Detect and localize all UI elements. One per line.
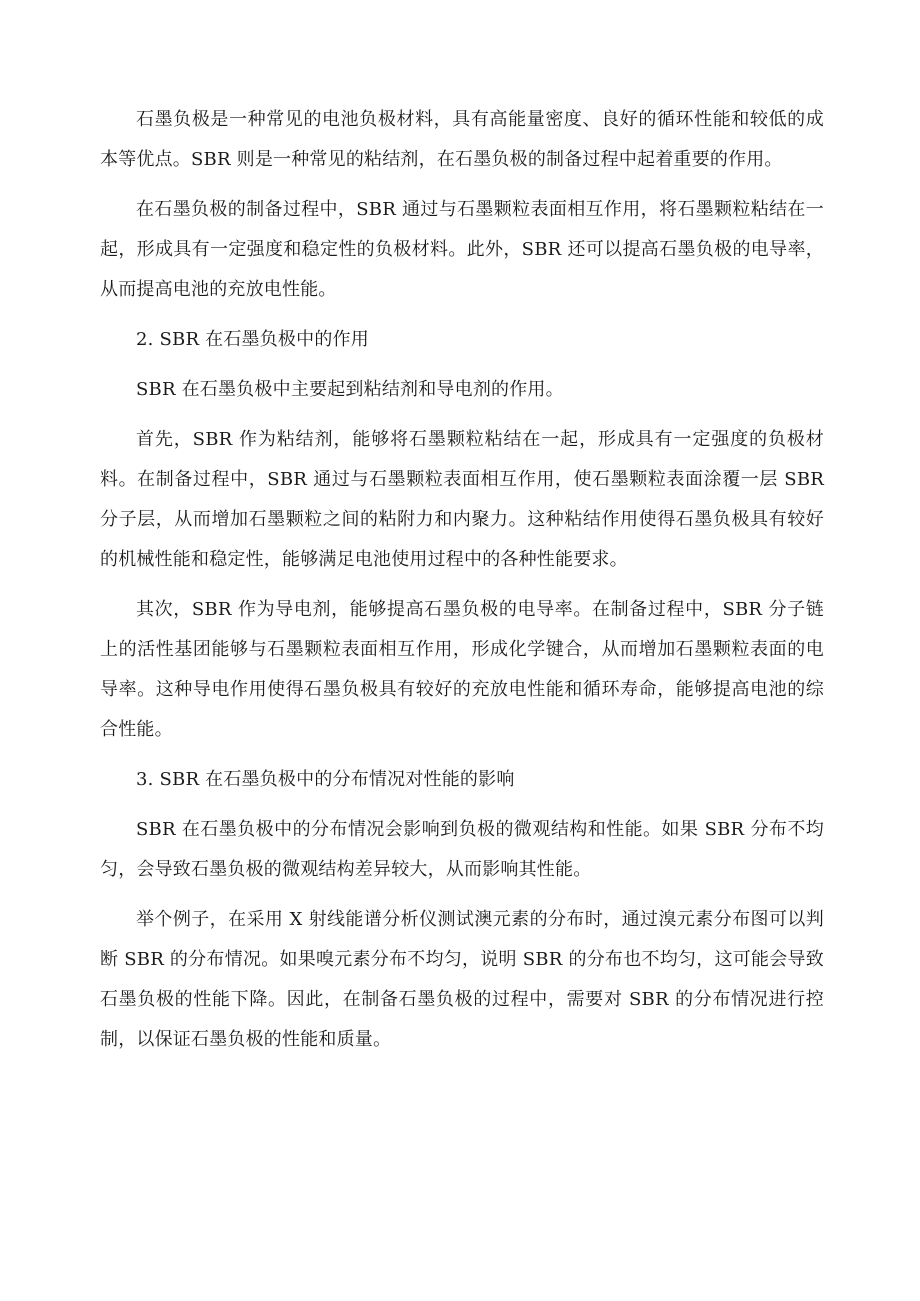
paragraph-distribution: SBR 在石墨负极中的分布情况会影响到负极的微观结构和性能。如果 SBR 分布不均匀，会导致石墨负极的微观结构差异较大，从而影响其性能。: [100, 819, 824, 880]
paragraph-role-summary: SBR 在石墨负极中主要起到粘结剂和导电剂的作用。: [136, 379, 564, 400]
paragraph-conductive-role: 其次，SBR 作为导电剂，能够提高石墨负极的电导率。在制备过程中，SBR 分子链上的活性基团能够与石墨颗粒表面相互作用，形成化学键合，从而增加石墨颗粒表面的电导率。这种导电作用使得石墨负极具有较好的充放电性能和循环寿命，能够提高电池的综合性能。: [100, 599, 824, 740]
paragraph-preparation: 在石墨负极的制备过程中，SBR 通过与石墨颗粒表面相互作用，将石墨颗粒粘结在一起，形成具有一定强度和稳定性的负极材料。此外，SBR 还可以提高石墨负极的电导率，从而提高电池的充放电性能。: [100, 199, 824, 300]
paragraph-intro: 石墨负极是一种常见的电池负极材料，具有高能量密度、良好的循环性能和较低的成本等优点。SBR 则是一种常见的粘结剂，在石墨负极的制备过程中起着重要的作用。: [100, 109, 824, 170]
paragraph-binder-role: 首先，SBR 作为粘结剂，能够将石墨颗粒粘结在一起，形成具有一定强度的负极材料。在制备过程中，SBR 通过与石墨颗粒表面相互作用，使石墨颗粒表面涂覆一层 SBR 分子层，从而增加石墨颗粒之间的粘附力和内聚力。这种粘结作用使得石墨负极具有较好的机械性能和稳定性，能够满足电池使用过程中的各种性能要求。: [100, 429, 824, 570]
section-heading-2: 2. SBR 在石墨负极中的作用: [136, 329, 369, 350]
document-body: [100, 100, 824, 1070]
section-heading-3: 3. SBR 在石墨负极中的分布情况对性能的影响: [136, 769, 515, 790]
paragraph-example: 举个例子，在采用 X 射线能谱分析仪测试澳元素的分布时，通过溴元素分布图可以判断 SBR 的分布情况。如果嗅元素分布不均匀，说明 SBR 的分布也不均匀，这可能会导致石墨负极的性能下降。因此，在制备石墨负极的过程中，需要对 SBR 的分布情况进行控制，以保证石墨负极的性能和质量。: [100, 909, 824, 1050]
